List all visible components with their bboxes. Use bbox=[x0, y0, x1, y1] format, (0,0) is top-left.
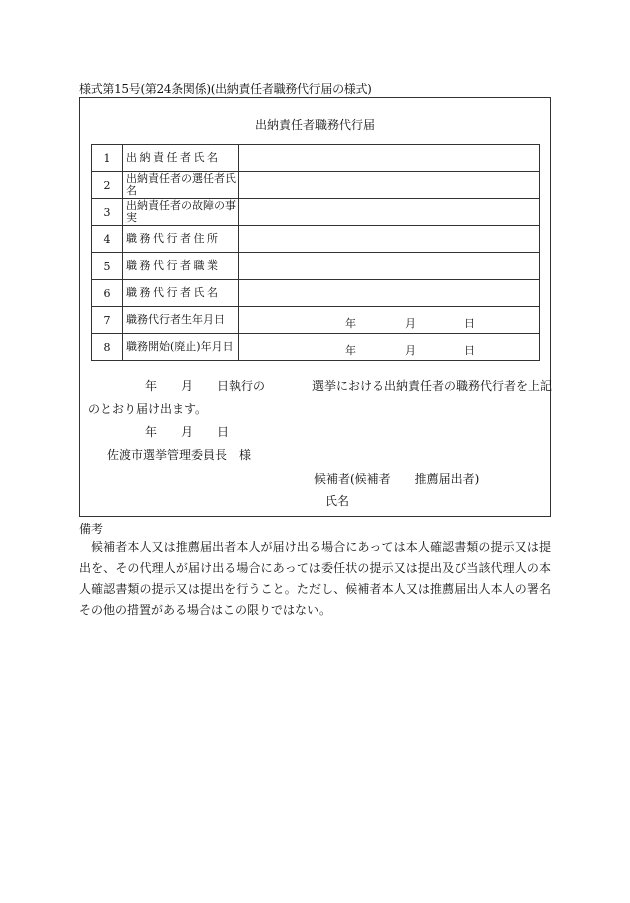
exec-year-label: 年 bbox=[145, 379, 158, 393]
date-month-label: 月 bbox=[405, 317, 416, 330]
submit-year-label: 年 bbox=[145, 425, 158, 439]
table-row bbox=[92, 199, 540, 226]
table-row bbox=[92, 145, 540, 172]
date-day-label: 日 bbox=[464, 344, 475, 357]
statement-line1: 選挙における出納責任者の職務代行者を上記 bbox=[312, 379, 553, 393]
row-label: 職務代行者生年月日 bbox=[123, 307, 239, 334]
remarks-body bbox=[79, 537, 551, 621]
row-label: 出納責任者の故障の事実 bbox=[123, 199, 239, 226]
row-value-field[interactable] bbox=[239, 307, 540, 334]
row-value-field[interactable] bbox=[239, 334, 540, 361]
submit-month-label: 月 bbox=[181, 425, 194, 439]
form-table bbox=[91, 144, 540, 361]
table-row bbox=[92, 253, 540, 280]
row-label: 職務代行者住所 bbox=[123, 226, 239, 253]
form-caption: 様式第15号(第24条関係)(出納責任者職務代行届の様式) bbox=[79, 82, 372, 96]
row-label: 出納責任者氏名 bbox=[123, 145, 239, 172]
addressee: 佐渡市選挙管理委員長 様 bbox=[107, 448, 252, 462]
row-label: 職務代行者氏名 bbox=[123, 280, 239, 307]
row-number: 2 bbox=[92, 172, 123, 199]
statement-line2: のとおり届け出ます。 bbox=[88, 402, 208, 416]
row-number: 4 bbox=[92, 226, 123, 253]
row-value-field[interactable] bbox=[239, 172, 540, 199]
date-day-label: 日 bbox=[464, 317, 475, 330]
exec-month-label: 月 bbox=[181, 379, 194, 393]
candidate-label: 候補者(候補者 推薦届出者) bbox=[314, 472, 480, 486]
table-row bbox=[92, 226, 540, 253]
row-number: 5 bbox=[92, 253, 123, 280]
remarks-title: 備考 bbox=[79, 522, 104, 536]
table-row bbox=[92, 172, 540, 199]
exec-day-label: 日執行の bbox=[217, 379, 266, 393]
row-number: 6 bbox=[92, 280, 123, 307]
date-month-label: 月 bbox=[405, 344, 416, 357]
row-number: 8 bbox=[92, 334, 123, 361]
table-row bbox=[92, 307, 540, 334]
date-year-label: 年 bbox=[345, 344, 356, 357]
row-number: 3 bbox=[92, 199, 123, 226]
row-value-field[interactable] bbox=[239, 253, 540, 280]
table-row bbox=[92, 334, 540, 361]
table-row bbox=[92, 280, 540, 307]
row-value-field[interactable] bbox=[239, 226, 540, 253]
row-number: 1 bbox=[92, 145, 123, 172]
row-label: 職務代行者職業 bbox=[123, 253, 239, 280]
row-label: 出納責任者の選任者氏名 bbox=[123, 172, 239, 199]
remarks-text: 候補者本人又は推薦届出者本人が届け出る場合にあっては本人確認書類の提示又は提出を、その代理人が届け出る場合にあっては委任状の提示又は提出及び当該代理人の本人確認書類の提示又は提出を行うこと。ただし、候補者本人又は推薦届出人本人の署名その他の措置がある場合はこの限りではない。 bbox=[79, 540, 551, 617]
form-frame bbox=[79, 97, 551, 517]
form-title: 出納責任者職務代行届 bbox=[254, 118, 375, 132]
row-value-field[interactable] bbox=[239, 199, 540, 226]
row-label: 職務開始(廃止)年月日 bbox=[123, 334, 239, 361]
row-value-field[interactable] bbox=[239, 145, 540, 172]
submit-day-label: 日 bbox=[217, 425, 230, 439]
row-value-field[interactable] bbox=[239, 280, 540, 307]
date-year-label: 年 bbox=[345, 317, 356, 330]
name-label: 氏名 bbox=[325, 494, 350, 508]
row-number: 7 bbox=[92, 307, 123, 334]
